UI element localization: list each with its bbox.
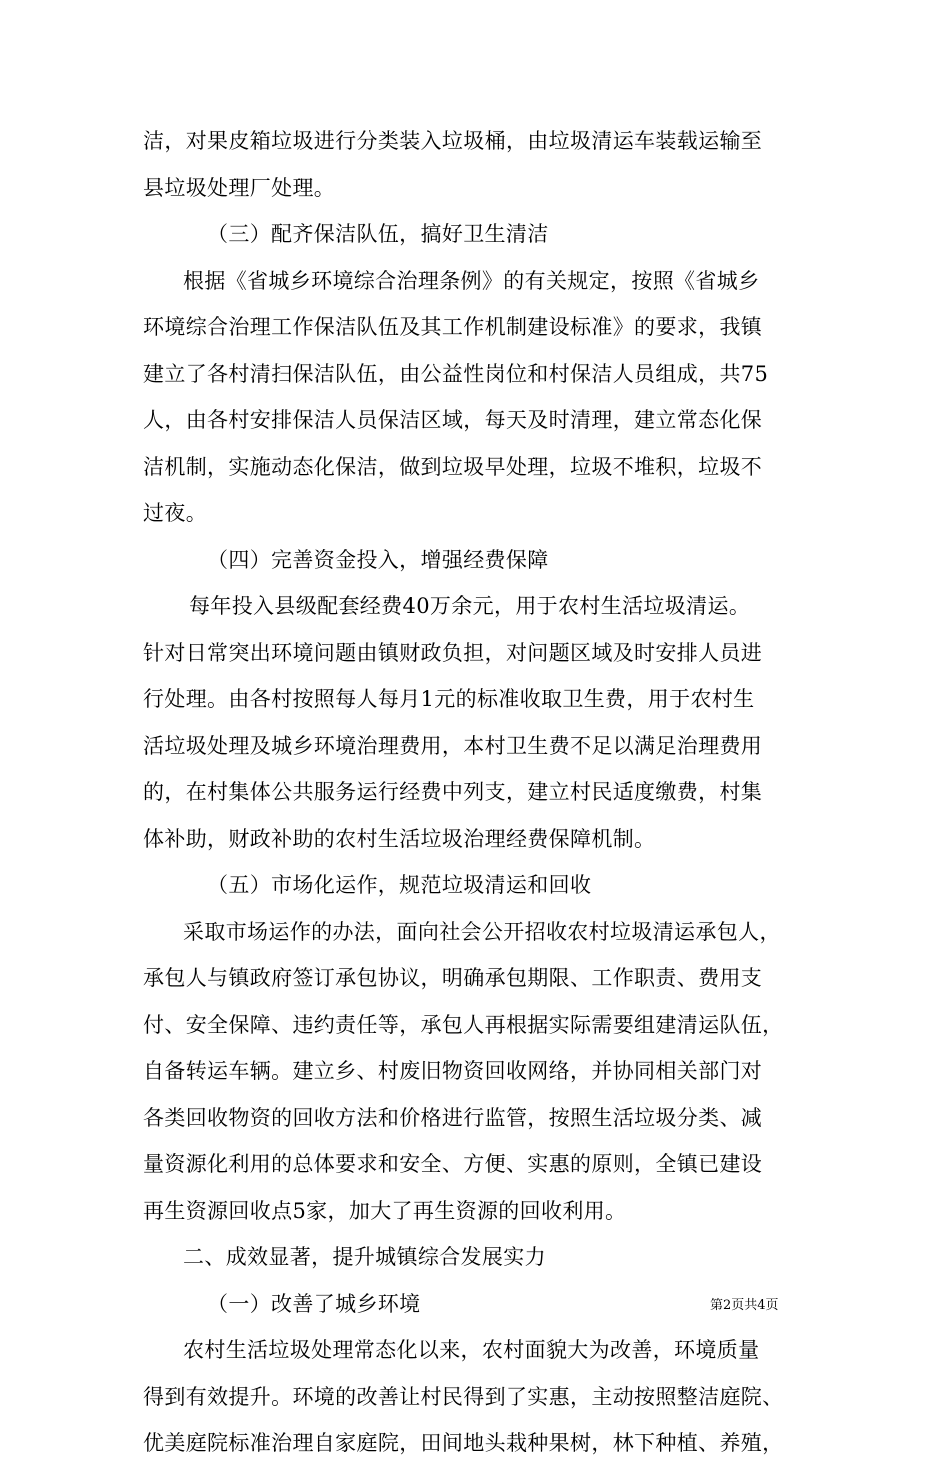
- body-line: 各类回收物资的回收方法和价格进行监管，按照生活垃圾分类、减: [143, 1105, 763, 1130]
- body-line: 的，在村集体公共服务运行经费中列支，建立村民适度缴费，村集: [143, 780, 763, 804]
- body-line: 洁机制，实施动态化保洁，做到垃圾早处理，垃圾不堆积，垃圾不: [143, 454, 763, 479]
- body-line: 优美庭院标准治理自家庭院，田间地头栽种果树，林下种植、养殖，: [143, 1431, 784, 1455]
- body-line: 量资源化利用的总体要求和安全、方便、实惠的原则，全镇已建设: [143, 1152, 763, 1176]
- body-line: 针对日常突出环境问题由镇财政负担，对问题区域及时安排人员进: [143, 640, 763, 665]
- body-line: 过夜。: [143, 501, 208, 525]
- document-body: [143, 118, 813, 1467]
- body-line: 活垃圾处理及城乡环境治理费用，本村卫生费不足以满足治理费用: [143, 733, 763, 758]
- body-line: 自备转运车辆。建立乡、村废旧物资回收网络，并协同相关部门对: [143, 1059, 763, 1083]
- section-heading: （三）配齐保洁队伍，搞好卫生清洁: [207, 222, 549, 246]
- section-heading: （五）市场化运作，规范垃圾清运和回收: [207, 873, 592, 897]
- paragraph-start: 采取市场运作的办法，面向社会公开招收农村垃圾清运承包人，: [183, 919, 781, 944]
- body-line: 承包人与镇政府签订承包协议，明确承包期限、工作职责、费用支: [143, 966, 763, 990]
- chapter-heading: 二、成效显著，提升城镇综合发展实力: [183, 1245, 546, 1269]
- body-line: 环境综合治理工作保洁队伍及其工作机制建设标准》的要求，我镇: [143, 315, 763, 339]
- section-heading: （四）完善资金投入，增强经费保障: [207, 547, 549, 572]
- body-line: 行处理。由各村按照每人每月1元的标准收取卫生费，用于农村生: [143, 687, 755, 711]
- body-line: 人，由各村安排保洁人员保洁区域，每天及时清理，建立常态化保: [143, 408, 763, 432]
- paragraph-start: 根据《省城乡环境综合治理条例》的有关规定，按照《省城乡: [183, 268, 760, 293]
- body-line: 付、安全保障、违约责任等，承包人再根据实际需要组建清运队伍，: [143, 1012, 784, 1037]
- page-footer: [0, 1296, 950, 1316]
- body-line: 洁，对果皮箱垃圾进行分类装入垃圾桶，由垃圾清运车装载运输至: [143, 129, 763, 153]
- body-line: 体补助，财政补助的农村生活垃圾治理经费保障机制。: [143, 826, 656, 851]
- body-line: 再生资源回收点5家，加大了再生资源的回收利用。: [143, 1198, 627, 1223]
- page-number: 第2页共4页: [710, 1298, 779, 1313]
- body-line: 得到有效提升。环境的改善让村民得到了实惠，主动按照整洁庭院、: [143, 1384, 784, 1409]
- paragraph-start: 每年投入县级配套经费40万余元，用于农村生活垃圾清运。: [189, 594, 751, 618]
- body-line: 建立了各村清扫保洁队伍，由公益性岗位和村保洁人员组成，共75: [143, 361, 769, 386]
- body-line: 县垃圾处理厂处理。: [143, 175, 336, 200]
- section-heading: （一）改善了城乡环境: [207, 1291, 421, 1316]
- paragraph-start: 农村生活垃圾处理常态化以来，农村面貌大为改善，环境质量: [183, 1338, 760, 1362]
